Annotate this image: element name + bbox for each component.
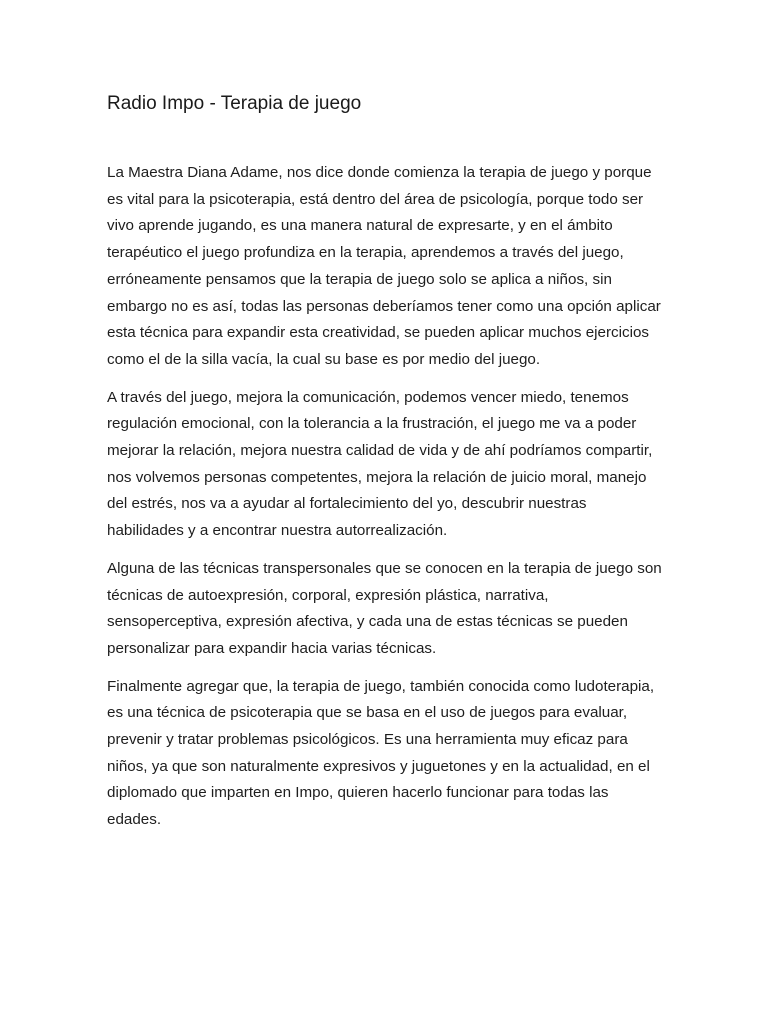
paragraph-1: La Maestra Diana Adame, nos dice donde comienza la terapia de juego y porque es vital para la psicoterapia, está dentro del área de psicología, porque todo ser vivo aprende jugando, es una manera natural de expresarte, y en el ámbito terapéutico el juego profundiza en la terapia, aprendemos a través del juego, erróneamente pensamos que la terapia de juego solo se aplica a niños, sin embargo no es así, todas las personas deberíamos tener como una opción aplicar esta técnica para expandir esta creatividad, se pueden aplicar muchos ejercicios como el de la silla vacía, la cual su base es por medio del juego. bbox=[107, 164, 661, 368]
paragraph-2: A través del juego, mejora la comunicación, podemos vencer miedo, tenemos regulación emocional, con la tolerancia a la frustración, el juego me va a poder mejorar la relación, mejora nuestra calidad de vida y de ahí podríamos compartir, nos volvemos personas competentes, mejora la relación de juicio moral, manejo del estrés, nos va a ayudar al fortalecimiento del yo, descubrir nuestras habilidades y a encontrar nuestra autorrealización. bbox=[107, 388, 653, 540]
document-title: Radio Impo - Terapia de juego bbox=[107, 93, 362, 114]
paragraph-3: Alguna de las técnicas transpersonales que se conocen en la terapia de juego son técnicas de autoexpresión, corporal, expresión plástica, narrativa, sensoperceptiva, expresión afectiva, y cada una de estas técnicas se pueden personalizar para expandir hacia varias técnicas. bbox=[107, 559, 662, 657]
document-body bbox=[107, 160, 663, 845]
paragraph-4: Finalmente agregar que, la terapia de juego, también conocida como ludoterapia, es una técnica de psicoterapia que se basa en el uso de juegos para evaluar, prevenir y tratar problemas psicológicos. Es una herramienta muy eficaz para niños, ya que son naturalmente expresivos y juguetones y en la actualidad, en el diplomado que imparten en Impo, quieren hacerlo funcionar para todas las edades. bbox=[107, 677, 655, 829]
